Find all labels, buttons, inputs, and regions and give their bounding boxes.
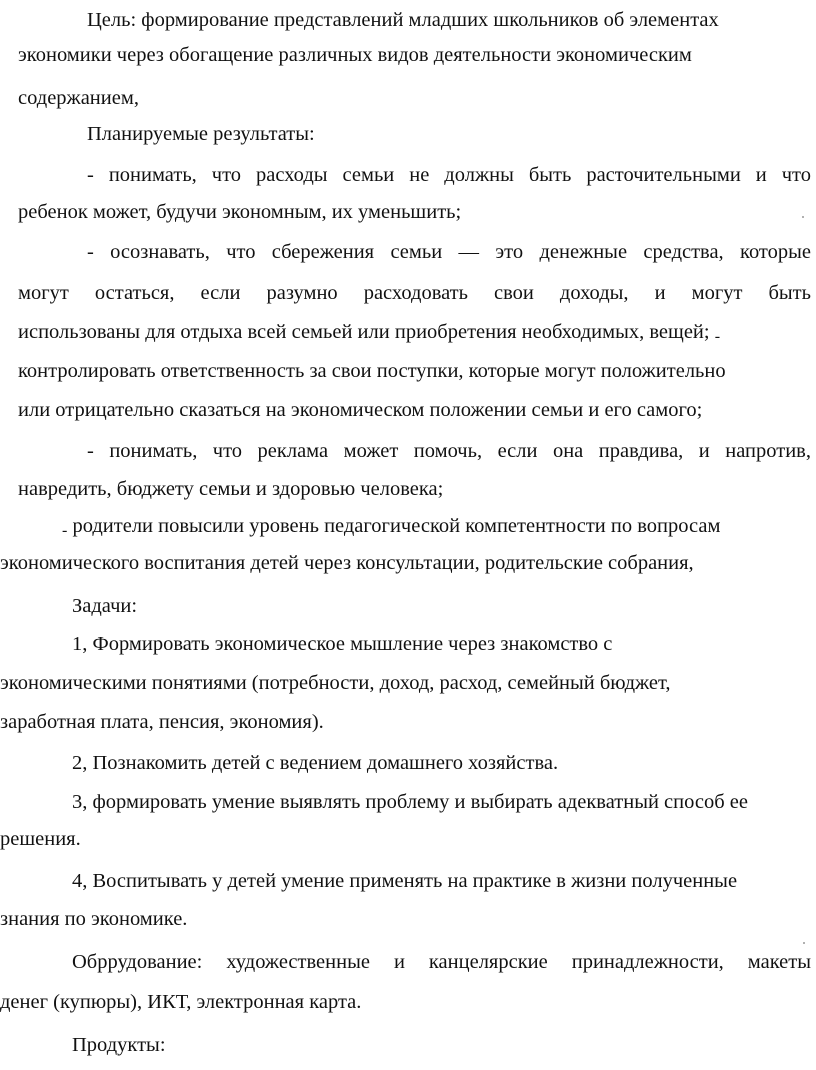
goal-line-2: экономики через обогащение различных видов деятельности экономическим — [18, 44, 692, 66]
scan-speck — [802, 216, 804, 218]
result-3-dash: - — [714, 328, 721, 345]
result-5-line-1-text: родители повысили уровень педагогической компетентности по вопросам — [72, 515, 721, 537]
tasks-heading: Задачи: — [72, 595, 138, 617]
result-5-dash: - — [62, 522, 68, 539]
task-3-line-1: 3, формировать умение выявлять проблему и выбирать адекватный способ ее — [72, 791, 748, 813]
task-4-line-1: 4, Воспитывать у детей умение применять на практике в жизни полученные — [72, 870, 738, 892]
task-1-line-3: заработная плата, пенсия, экономия). — [0, 711, 324, 733]
result-1-line-1: - понимать, что расходы семьи не должны быть расточительными и что — [87, 164, 811, 186]
equipment-line-2: денег (купюры), ИКТ, электронная карта. — [0, 991, 362, 1013]
task-1-line-2: экономическими понятиями (потребности, доход, расход, семейный бюджет, — [0, 672, 671, 694]
result-2-line-2: могут остаться, если разумно расходовать свои доходы, и могут быть — [18, 282, 811, 304]
result-2-line-3 — [18, 322, 720, 343]
result-3-line-1: контролировать ответственность за свои поступки, которые могут положительно — [18, 360, 726, 382]
scan-speck — [803, 942, 805, 944]
task-1-line-1: 1, Формировать экономическое мышление через знакомство с — [72, 633, 613, 655]
result-2-line-1: - осознавать, что сбережения семьи — это денежные средства, которые — [87, 241, 811, 263]
result-5-line-2: экономического воспитания детей через консультации, родительские собрания, — [0, 552, 694, 574]
goal-line-3: содержанием, — [18, 87, 139, 109]
result-2-line-3-text: использованы для отдыха всей семьей или приобретения необходимых, вещей; — [18, 321, 710, 343]
task-2-line-1: 2, Познакомить детей с ведением домашнего хозяйства. — [72, 752, 559, 774]
result-5-line-1 — [62, 516, 720, 537]
result-3-line-2: или отрицательно сказаться на экономическом положении семьи и его самого; — [18, 399, 703, 421]
products-heading: Продукты: — [72, 1034, 166, 1056]
task-3-line-2: решения. — [0, 828, 81, 850]
equipment-line-1: Обррудование: художественные и канцелярские принадлежности, макеты — [72, 951, 811, 973]
task-4-line-2: знания по экономике. — [0, 908, 188, 930]
results-heading: Планируемые результаты: — [87, 123, 315, 145]
result-1-line-2: ребенок может, будучи экономным, их уменьшить; — [18, 201, 462, 223]
result-4-line-2: навредить, бюджету семьи и здоровью человека; — [18, 478, 444, 500]
result-4-line-1: - понимать, что реклама может помочь, если она правдива, и напротив, — [87, 440, 811, 462]
goal-line-1: Цель: формирование представлений младших школьников об элементах — [87, 9, 719, 31]
